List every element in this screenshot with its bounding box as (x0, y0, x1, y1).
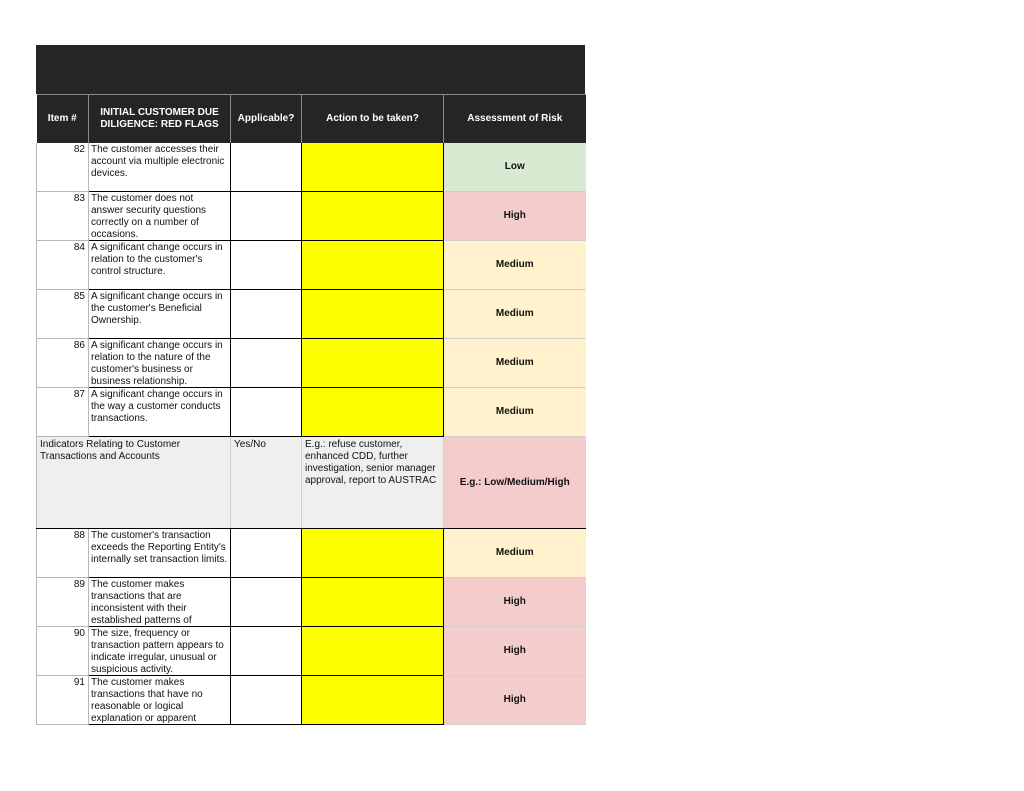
table-row (37, 676, 586, 725)
red-flag-text: The size, frequency or transaction pattern appears to indicate irregular, unusual or suspicious activity. (91, 628, 224, 674)
red-flag-description (89, 241, 231, 290)
applicable-cell[interactable] (231, 339, 302, 388)
risk-cell[interactable]: High (444, 192, 586, 241)
applicable-cell[interactable] (231, 529, 302, 578)
red-flag-text: The customer's transaction exceeds the Reporting Entity's internally set transaction limits. (91, 530, 228, 565)
section-label: Indicators Relating to Customer Transactions and Accounts (37, 437, 231, 529)
red-flag-text: A significant change occurs in the way a customer conducts transactions. (91, 389, 223, 424)
red-flag-description (89, 290, 231, 339)
risk-cell[interactable]: High (444, 578, 586, 627)
applicable-cell[interactable] (231, 143, 302, 192)
applicable-cell[interactable] (231, 676, 302, 725)
red-flag-description (89, 339, 231, 388)
item-number: 84 (37, 241, 89, 290)
applicable-cell[interactable] (231, 241, 302, 290)
header-applicable: Applicable? (231, 95, 302, 144)
table-row (37, 578, 586, 627)
applicable-cell[interactable] (231, 578, 302, 627)
red-flag-text: A significant change occurs in the customer's Beneficial Ownership. (91, 291, 223, 326)
applicable-cell[interactable] (231, 290, 302, 339)
red-flag-description (89, 192, 231, 241)
item-number: 85 (37, 290, 89, 339)
red-flag-description (89, 143, 231, 192)
action-cell[interactable] (302, 339, 444, 388)
risk-cell[interactable]: High (444, 627, 586, 676)
table-row (37, 339, 586, 388)
action-cell[interactable] (302, 388, 444, 437)
action-cell[interactable] (302, 676, 444, 725)
item-number: 87 (37, 388, 89, 437)
sheet-title-bar (36, 45, 585, 94)
red-flag-description (89, 627, 231, 676)
risk-cell[interactable]: Medium (444, 388, 586, 437)
table-row (37, 290, 586, 339)
item-number: 88 (37, 529, 89, 578)
header-risk-assessment: Assessment of Risk (444, 95, 586, 144)
header-action: Action to be taken? (302, 95, 444, 144)
item-number: 82 (37, 143, 89, 192)
table-row (37, 529, 586, 578)
item-number: 90 (37, 627, 89, 676)
red-flag-text: The customer accesses their account via multiple electronic devices. (91, 144, 225, 179)
section-risk-hint: E.g.: Low/Medium/High (444, 437, 586, 529)
table-row (37, 192, 586, 241)
action-cell[interactable] (302, 627, 444, 676)
section-applicable-hint: Yes/No (231, 437, 302, 529)
action-cell[interactable] (302, 143, 444, 192)
item-number: 86 (37, 339, 89, 388)
action-cell[interactable] (302, 241, 444, 290)
section-action-hint: E.g.: refuse customer, enhanced CDD, further investigation, senior manager approval, report to AUSTRAC (302, 437, 444, 529)
red-flag-text: The customer makes transactions that are inconsistent with their established patterns of (91, 579, 192, 625)
applicable-cell[interactable] (231, 388, 302, 437)
risk-cell[interactable]: Medium (444, 529, 586, 578)
red-flag-description (89, 676, 231, 725)
applicable-cell[interactable] (231, 627, 302, 676)
risk-cell[interactable]: High (444, 676, 586, 725)
risk-cell[interactable]: Low (444, 143, 586, 192)
red-flag-description (89, 388, 231, 437)
applicable-cell[interactable] (231, 192, 302, 241)
red-flag-text: A significant change occurs in relation to the customer's control structure. (91, 242, 223, 277)
risk-cell[interactable]: Medium (444, 241, 586, 290)
header-item-number: Item # (37, 95, 89, 144)
item-number: 91 (37, 676, 89, 725)
section-header-row (37, 437, 586, 529)
header-red-flags: INITIAL CUSTOMER DUE DILIGENCE: RED FLAGS (89, 95, 231, 144)
red-flag-description (89, 529, 231, 578)
header-row (37, 95, 586, 144)
table-row (37, 388, 586, 437)
red-flags-sheet (36, 45, 585, 725)
action-cell[interactable] (302, 529, 444, 578)
item-number: 89 (37, 578, 89, 627)
red-flag-text: A significant change occurs in relation to the nature of the customer's business or business relationship. (91, 340, 223, 386)
action-cell[interactable] (302, 290, 444, 339)
red-flag-description (89, 578, 231, 627)
red-flag-text: The customer makes transactions that have no reasonable or logical explanation or apparent (91, 677, 203, 723)
action-cell[interactable] (302, 578, 444, 627)
table-row (37, 627, 586, 676)
table-row (37, 143, 586, 192)
red-flag-text: The customer does not answer security questions correctly on a number of occasions. (91, 193, 207, 239)
risk-cell[interactable]: Medium (444, 290, 586, 339)
table-row (37, 241, 586, 290)
item-number: 83 (37, 192, 89, 241)
action-cell[interactable] (302, 192, 444, 241)
risk-cell[interactable]: Medium (444, 339, 586, 388)
red-flags-table (36, 94, 586, 725)
